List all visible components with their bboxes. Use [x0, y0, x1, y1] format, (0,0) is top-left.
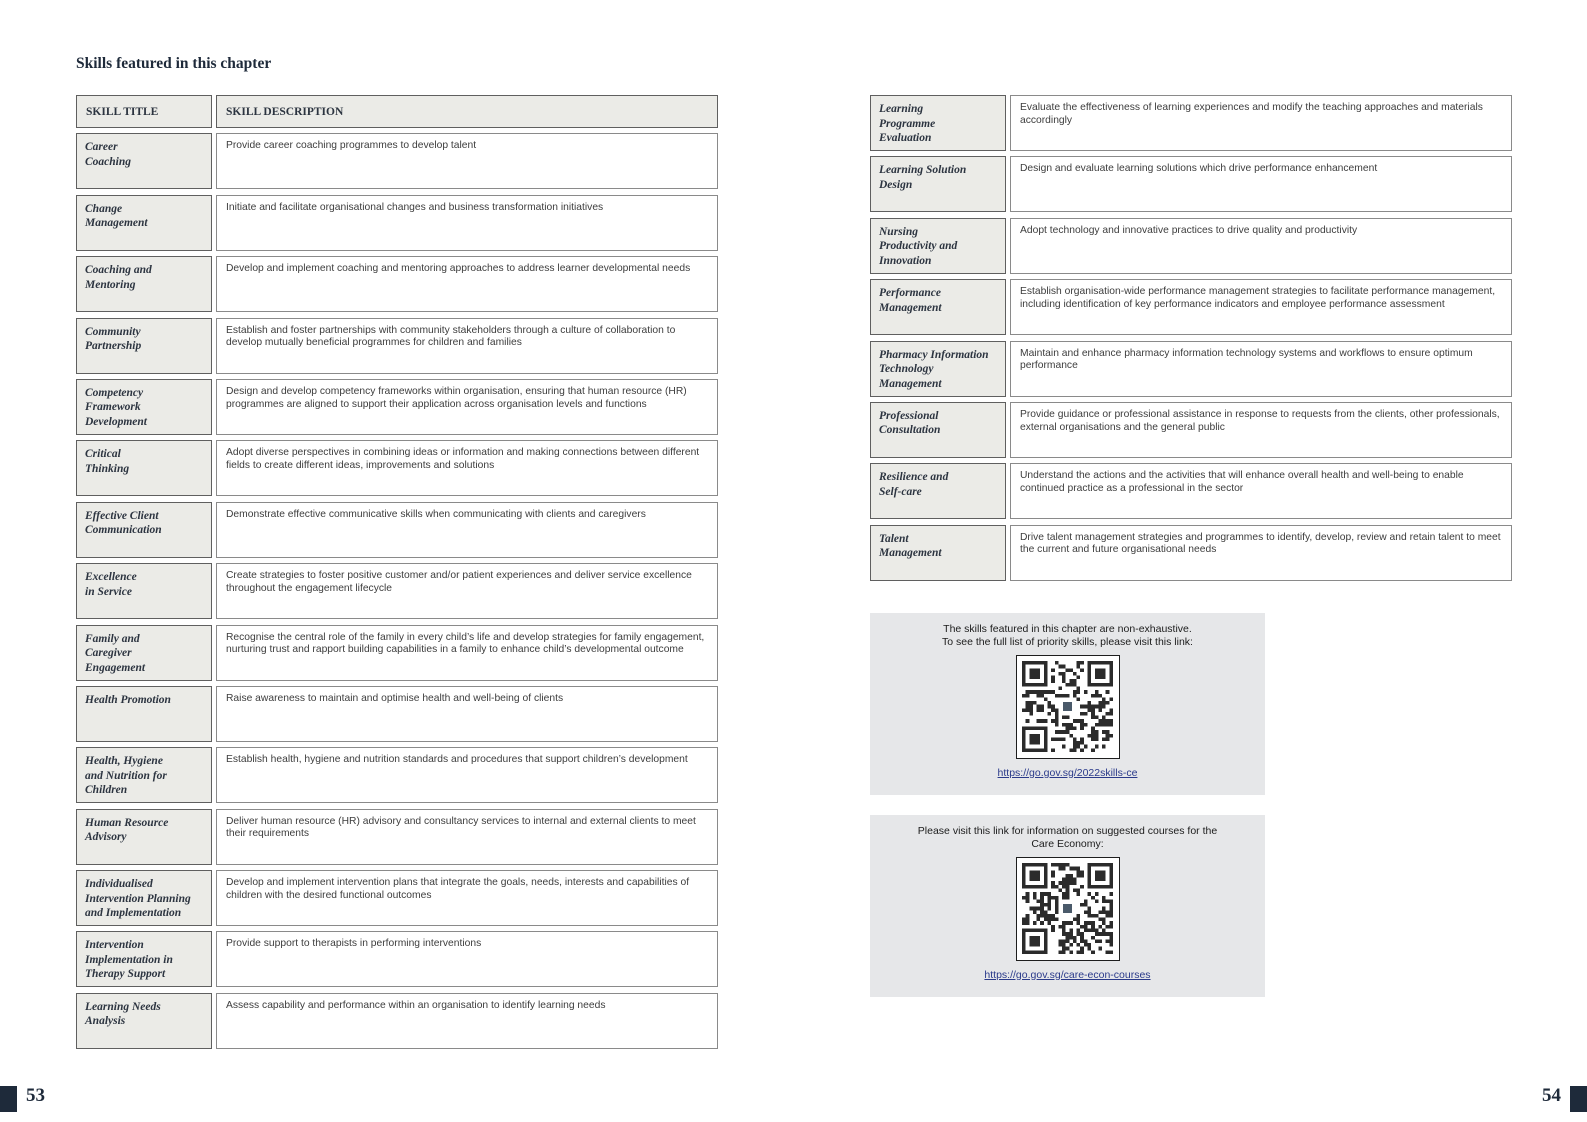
- skill-title: Individualised Intervention Planning and Implementation: [76, 870, 212, 926]
- skill-description: Establish and foster partnerships with community stakeholders through a culture of collaboration to develop mutually beneficial programmes for children and families: [216, 318, 718, 374]
- skill-title: Health Promotion: [76, 686, 212, 742]
- skill-title: Resilience and Self-care: [870, 463, 1006, 519]
- skill-row: [76, 747, 718, 803]
- skill-title: Community Partnership: [76, 318, 212, 374]
- skill-row: [870, 218, 1512, 274]
- info-text-line: Care Economy:: [1031, 837, 1104, 850]
- qr-code-icon[interactable]: [1016, 857, 1120, 961]
- skill-title: Learning Programme Evaluation: [870, 95, 1006, 151]
- skill-title: Learning Needs Analysis: [76, 993, 212, 1049]
- skill-row: [76, 931, 718, 987]
- skill-title: Talent Management: [870, 525, 1006, 581]
- skill-title: Career Coaching: [76, 133, 212, 189]
- skill-description: Deliver human resource (HR) advisory and consultancy services to internal and external clients to meet their requirements: [216, 809, 718, 865]
- skill-row: [870, 95, 1512, 151]
- skill-description: Provide guidance or professional assistance in response to requests from the clients, other professionals, external organisations and the general public: [1010, 402, 1512, 458]
- skill-row: [76, 256, 718, 312]
- qr-code-icon[interactable]: [1016, 655, 1120, 759]
- skill-description: Assess capability and performance within an organisation to identify learning needs: [216, 993, 718, 1049]
- skill-title: Competency Framework Development: [76, 379, 212, 435]
- skills-table-left: [76, 95, 718, 1054]
- skill-title: Change Management: [76, 195, 212, 251]
- skill-row: [76, 133, 718, 189]
- skill-row: [870, 463, 1512, 519]
- page-number-marker: [0, 1086, 17, 1112]
- skill-title: Critical Thinking: [76, 440, 212, 496]
- priority-skills-info-box: [870, 613, 1265, 795]
- skill-row: [76, 440, 718, 496]
- care-economy-courses-info-box: [870, 815, 1265, 997]
- skill-title: Excellence in Service: [76, 563, 212, 619]
- skill-row: [76, 563, 718, 619]
- skill-row: [870, 525, 1512, 581]
- skill-title: Family and Caregiver Engagement: [76, 625, 212, 681]
- skill-description: Recognise the central role of the family in every child’s life and develop strategies for family engagement, nurturing trust and rapport building capabilities in a family to enhance child’s developmental outcome: [216, 625, 718, 681]
- skill-row: [870, 279, 1512, 335]
- skill-title: Performance Management: [870, 279, 1006, 335]
- skill-title: Coaching and Mentoring: [76, 256, 212, 312]
- care-economy-courses-link[interactable]: https://go.gov.sg/care-econ-courses: [984, 968, 1151, 981]
- skills-table-right: [870, 95, 1512, 586]
- skill-title: Learning Solution Design: [870, 156, 1006, 212]
- skill-title: Effective Client Communication: [76, 502, 212, 558]
- info-text: [870, 623, 1265, 649]
- skills-rows-right: [870, 95, 1512, 581]
- skill-description: Design and evaluate learning solutions which drive performance enhancement: [1010, 156, 1512, 212]
- skill-description: Raise awareness to maintain and optimise health and well-being of clients: [216, 686, 718, 742]
- skill-title: Human Resource Advisory: [76, 809, 212, 865]
- skill-description: Drive talent management strategies and programmes to identify, develop, review and retain talent to meet the current and future organisational needs: [1010, 525, 1512, 581]
- skill-row: [76, 195, 718, 251]
- skill-title: Nursing Productivity and Innovation: [870, 218, 1006, 274]
- skill-description: Evaluate the effectiveness of learning experiences and modify the teaching approaches and materials accordingly: [1010, 95, 1512, 151]
- skill-description: Provide support to therapists in performing interventions: [216, 931, 718, 987]
- skill-description: Adopt diverse perspectives in combining ideas or information and making connections between different fields to create different ideas, improvements and solutions: [216, 440, 718, 496]
- skill-description: Establish organisation-wide performance management strategies to facilitate performance management, including identification of key performance indicators and employee performance assessment: [1010, 279, 1512, 335]
- skill-row: [76, 379, 718, 435]
- info-text: [870, 825, 1265, 851]
- info-text-line: Please visit this link for information on suggested courses for the: [917, 825, 1218, 837]
- skill-title: Pharmacy Information Technology Management: [870, 341, 1006, 397]
- skill-row: [76, 318, 718, 374]
- skill-row: [76, 686, 718, 742]
- skill-title: Intervention Implementation in Therapy Support: [76, 931, 212, 987]
- info-text-line: The skills featured in this chapter are non-exhaustive.: [943, 623, 1192, 635]
- table-header-row: [76, 95, 718, 128]
- skill-description: Initiate and facilitate organisational changes and business transformation initiatives: [216, 195, 718, 251]
- skill-row: [76, 625, 718, 681]
- skill-row: [76, 502, 718, 558]
- skill-row: [76, 809, 718, 865]
- skill-row: [870, 341, 1512, 397]
- skill-row: [870, 156, 1512, 212]
- skill-row: [870, 402, 1512, 458]
- page-number-marker: [1570, 1086, 1587, 1112]
- skill-title-header: SKILL TITLE: [76, 95, 212, 128]
- skill-description: Develop and implement intervention plans that integrate the goals, needs, interests and capabilities of children with the desired functional outcomes: [216, 870, 718, 926]
- skill-description-header: SKILL DESCRIPTION: [216, 95, 718, 128]
- skill-description: Establish health, hygiene and nutrition standards and procedures that support children’s development: [216, 747, 718, 803]
- skill-title: Health, Hygiene and Nutrition for Children: [76, 747, 212, 803]
- skill-description: Create strategies to foster positive customer and/or patient experiences and deliver service excellence throughout the engagement lifecycle: [216, 563, 718, 619]
- skill-description: Demonstrate effective communicative skills when communicating with clients and caregivers: [216, 502, 718, 558]
- skills-rows-left: [76, 133, 718, 1048]
- skill-description: Understand the actions and the activities that will enhance overall health and well-being to enable continued practice as a professional in the sector: [1010, 463, 1512, 519]
- page-number-left: 53: [26, 1085, 45, 1106]
- skill-description: Provide career coaching programmes to develop talent: [216, 133, 718, 189]
- skill-description: Adopt technology and innovative practices to drive quality and productivity: [1010, 218, 1512, 274]
- skill-description: Maintain and enhance pharmacy information technology systems and workflows to ensure optimum performance: [1010, 341, 1512, 397]
- skill-row: [76, 870, 718, 926]
- skill-row: [76, 993, 718, 1049]
- page-title: Skills featured in this chapter: [76, 55, 272, 72]
- skill-description: Design and develop competency frameworks within organisation, ensuring that human resource (HR) programmes are aligned to support their application across organisation levels and functions: [216, 379, 718, 435]
- skill-title: Professional Consultation: [870, 402, 1006, 458]
- info-text-line: To see the full list of priority skills, please visit this link:: [942, 635, 1193, 648]
- priority-skills-link[interactable]: https://go.gov.sg/2022skills-ce: [997, 766, 1138, 779]
- page-number-right: 54: [1542, 1085, 1561, 1106]
- skill-description: Develop and implement coaching and mentoring approaches to address learner developmental needs: [216, 256, 718, 312]
